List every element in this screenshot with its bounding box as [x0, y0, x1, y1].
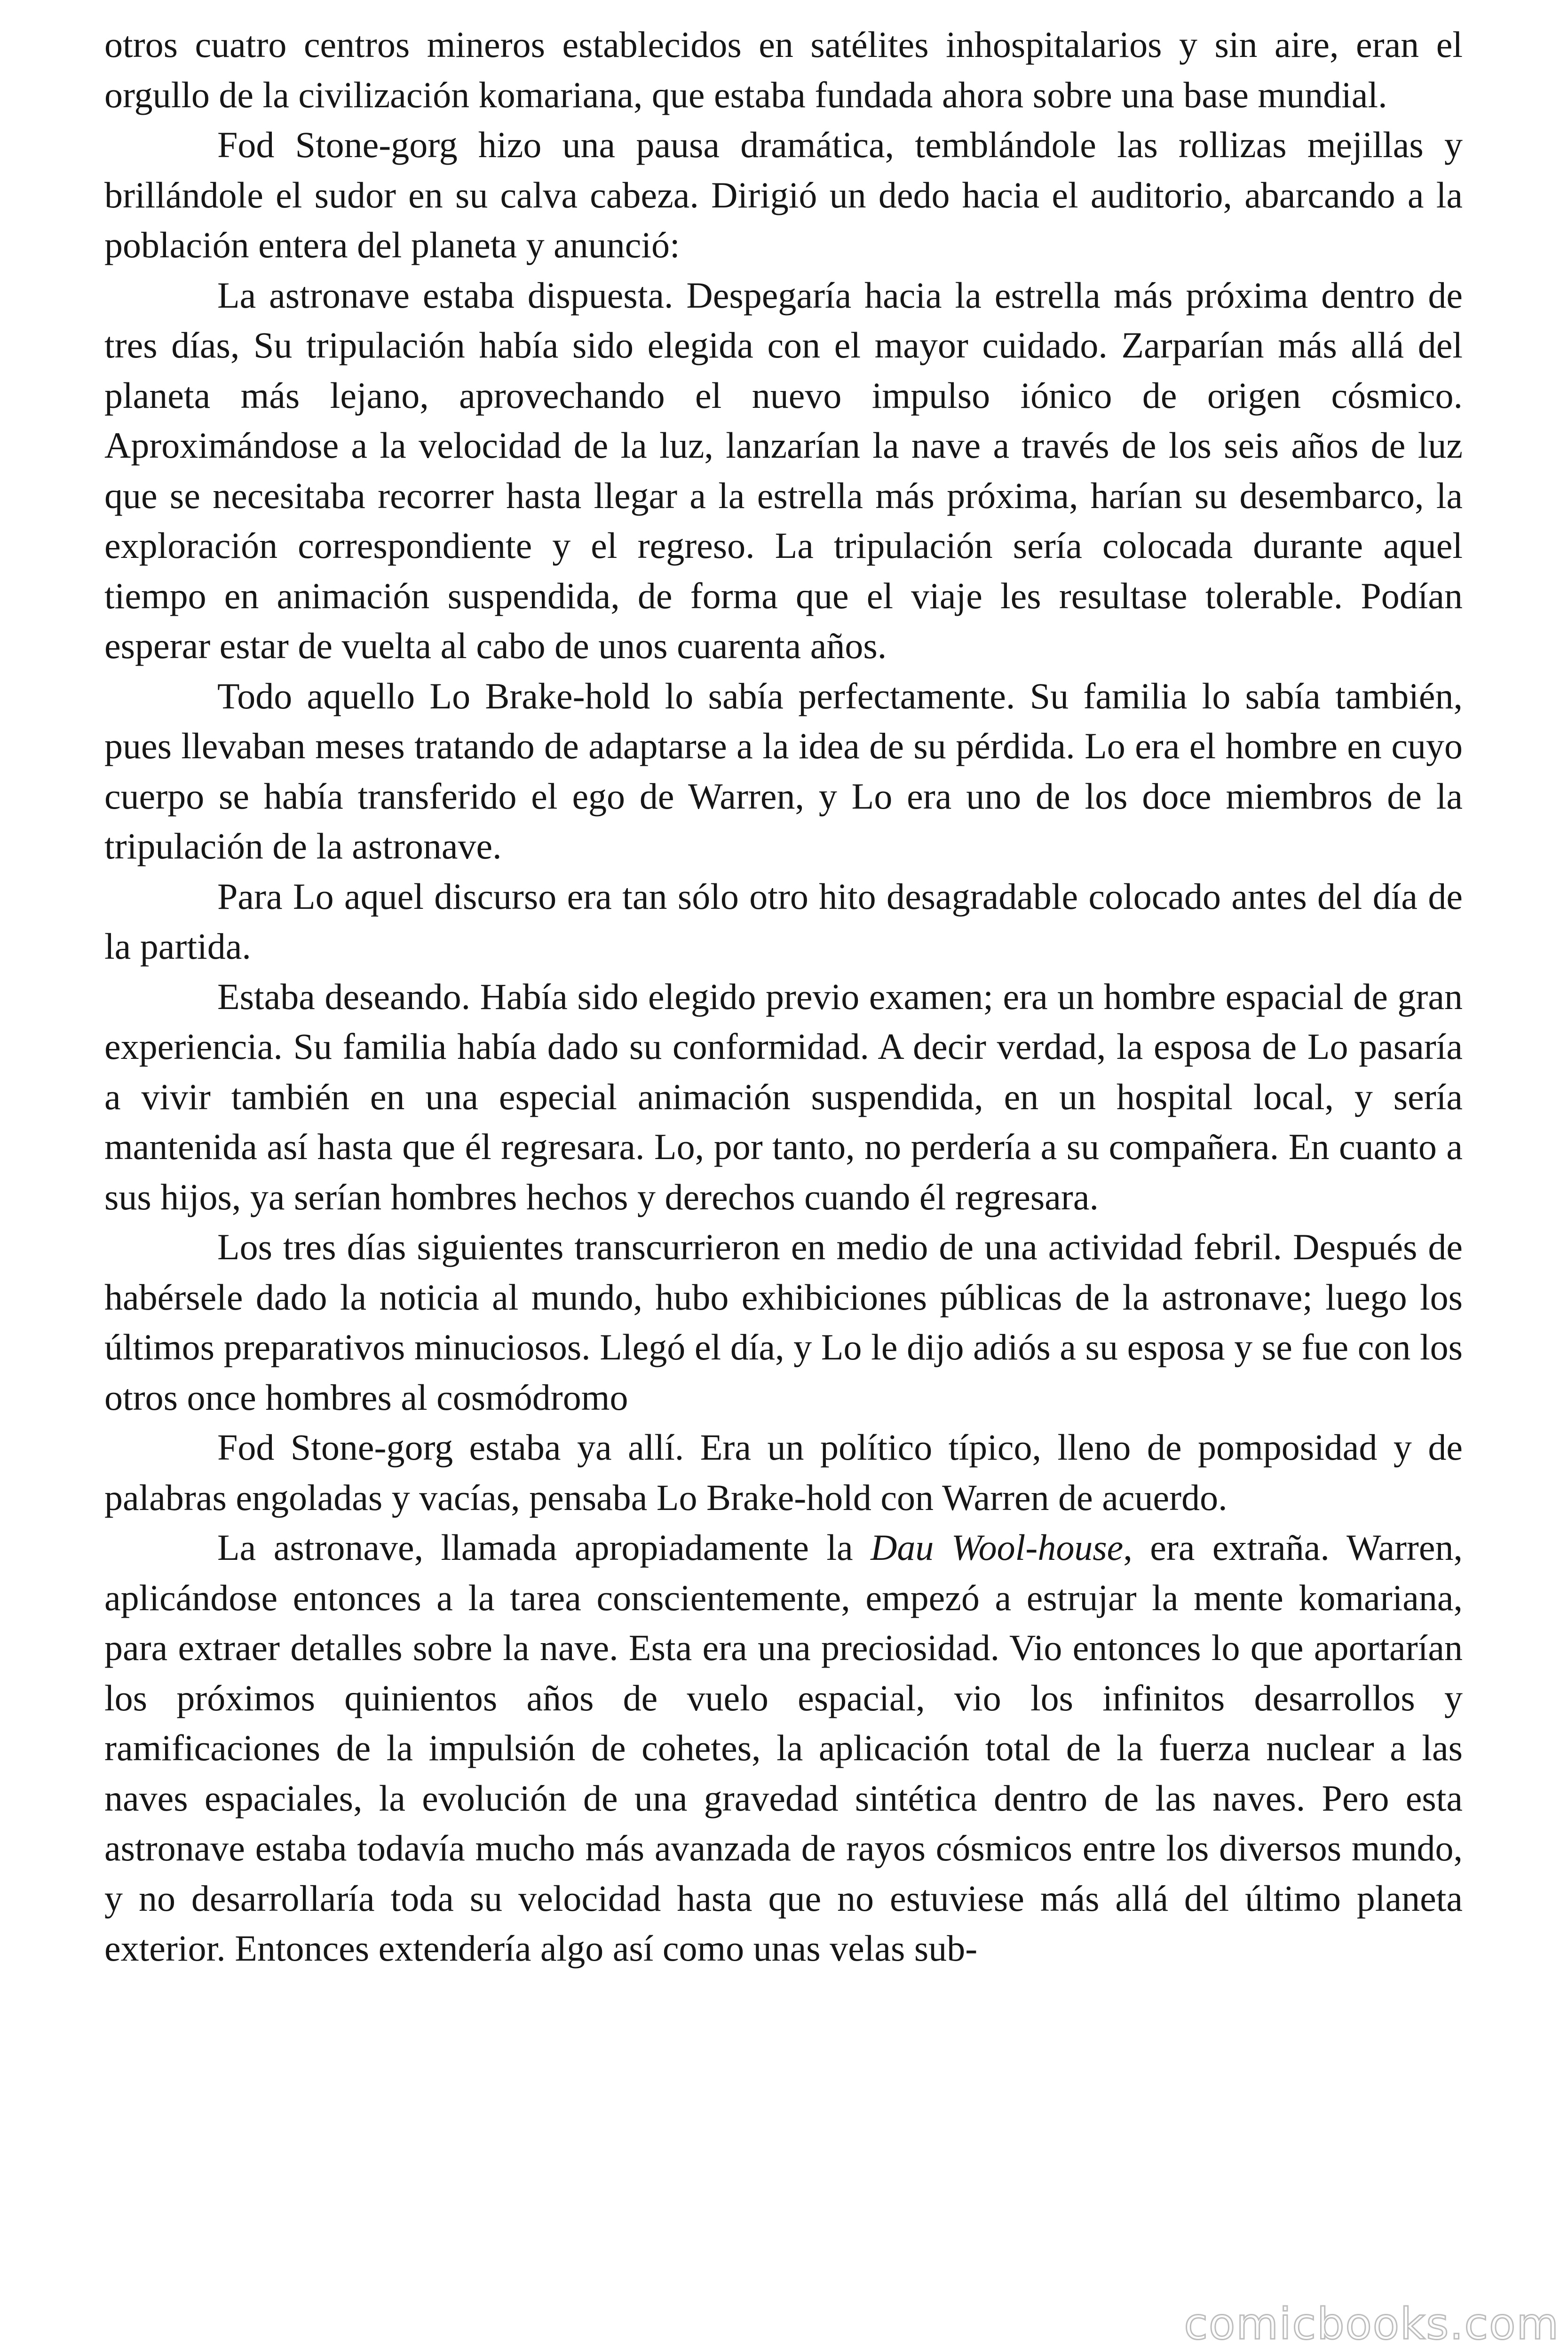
- watermark: comicbooks.com: [1184, 2299, 1560, 2349]
- paragraph: Estaba deseando. Había sido elegido previo examen; era un hombre espacial de gran experiencia. Su familia había dado su conformidad. A decir verdad, la esposa de Lo pasaría a vivir también en una especial animación suspendida, en un hospital local, y sería mantenida así hasta que él regresara. Lo, por tanto, no perdería a su compañera. En cuanto a sus hijos, ya serían hombres hechos y derechos cuando él regresara.: [104, 976, 1463, 1217]
- paragraph: Fod Stone-gorg hizo una pausa dramática, temblándole las rollizas mejillas y brillándole el sudor en su calva cabeza. Dirigió un dedo hacia el auditorio, abarcando a la población entera del planeta y anunció:: [104, 124, 1463, 265]
- paragraph: La astronave estaba dispuesta. Despegaría hacia la estrella más próxima dentro de tres días, Su tripulación había sido elegida con el mayor cuidado. Zarparían más allá del planeta más lejano, aprovechando el nuevo impulso iónico de origen cósmico. Aproximándose a la velocidad de la luz, lanzarían la nave a través de los seis años de luz que se necesitaba recorrer hasta llegar a la estrella más próxima, harían su desembarco, la exploración correspondiente y el regreso. La tripulación sería colocada durante aquel tiempo en animación suspendida, de forma que el viaje les resultase tolerable. Podían esperar estar de vuelta al cabo de unos cuarenta años.: [104, 274, 1463, 666]
- paragraph-with-ship-name: [104, 1523, 1463, 1974]
- paragraph-text-before: La astronave, llamada apropiadamente la: [217, 1527, 871, 1568]
- paragraph: Para Lo aquel discurso era tan sólo otro hito desagradable colocado antes del día de la partida.: [104, 875, 1463, 967]
- paragraph-continuation: otros cuatro centros mineros establecidos en satélites inhospitalarios y sin aire, eran el orgullo de la civilización komariana, que estaba fundada ahora sobre una base mundial.: [104, 24, 1463, 115]
- paragraph: Los tres días siguientes transcurrieron en medio de una actividad febril. Después de habérsele dado la noticia al mundo, hubo exhibiciones públicas de la astronave; luego los últimos preparativos minuciosos. Llegó el día, y Lo le dijo adiós a su esposa y se fue con los otros once hombres al cosmódromo: [104, 1226, 1463, 1418]
- ship-name-italic: Dau Wool-house: [871, 1527, 1124, 1568]
- paragraph: Fod Stone-gorg estaba ya allí. Era un político típico, lleno de pomposidad y de palabras engoladas y vacías, pensaba Lo Brake-hold con Warren de acuerdo.: [104, 1427, 1463, 1518]
- paragraph-text-after: , era extraña. Warren, aplicándose entonces a la tarea conscientemente, empezó a estrujar la mente komariana, para extraer detalles sobre la nave. Esta era una preciosidad. Vio entonces lo que aportarían los próximos quinientos años de vuelo espacial, vio los infinitos desarrollos y ramificaciones de la impulsión de cohetes, la aplicación total de la fuerza nuclear a las naves espaciales, la evolución de una gravedad sintética dentro de las naves. Pero esta astronave estaba todavía mucho más avanzada de rayos cósmicos entre los diversos mundo, y no desarrollaría toda su velocidad hasta que no estuviese más allá del último planeta exterior. Entonces extendería algo así como unas velas sub-: [104, 1527, 1463, 1969]
- book-page: [104, 20, 1463, 1974]
- paragraph: Todo aquello Lo Brake-hold lo sabía perfectamente. Su familia lo sabía también, pues llevaban meses tratando de adaptarse a la idea de su pérdida. Lo era el hombre en cuyo cuerpo se había transferido el ego de Warren, y Lo era uno de los doce miembros de la tripulación de la astronave.: [104, 675, 1463, 866]
